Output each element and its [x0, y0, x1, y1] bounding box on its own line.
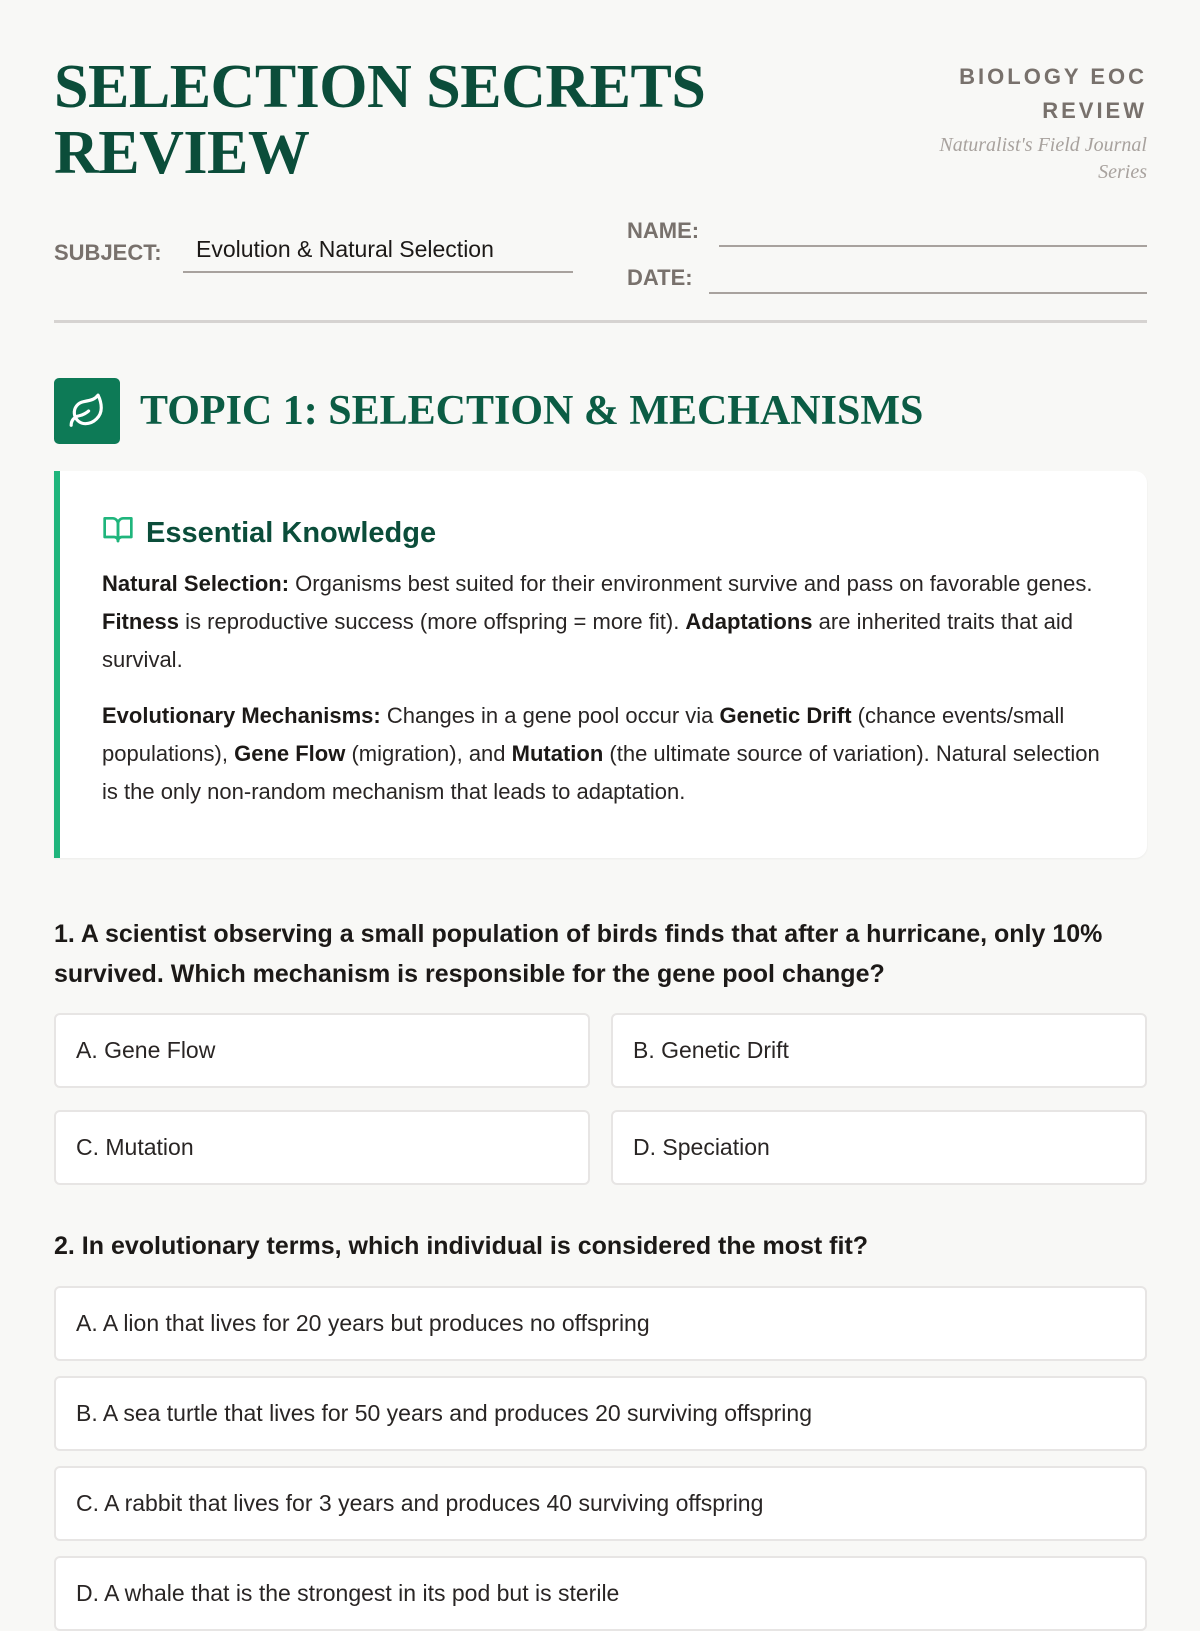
topic-heading: TOPIC 1: SELECTION & MECHANISMS	[140, 388, 924, 434]
key-term: Natural Selection:	[102, 571, 290, 596]
key-term: Adaptations	[685, 609, 813, 634]
page-title	[54, 54, 754, 186]
q1-option-a[interactable]: A. Gene Flow	[54, 1013, 590, 1088]
q2-option-d[interactable]: D. A whale that is the strongest in its pod but is sterile	[54, 1556, 1147, 1631]
paragraph-text: (chance events/small populations),	[102, 703, 1065, 766]
q2-option-a[interactable]: A. A lion that lives for 20 years but produces no offspring	[54, 1286, 1147, 1361]
knowledge-paragraph-natural-selection	[102, 565, 1103, 679]
series-label: REVIEW	[1042, 98, 1147, 123]
header-divider	[54, 320, 1147, 323]
date-underline	[709, 292, 1147, 294]
knowledge-paragraph-mechanisms	[102, 697, 1103, 811]
paragraph-text: Changes in a gene pool occur via	[380, 703, 720, 728]
q2-option-c[interactable]: C. A rabbit that lives for 3 years and produces 40 surviving offspring	[54, 1466, 1147, 1541]
title-line: SELECTION SECRETS	[54, 53, 706, 121]
date-field[interactable]	[709, 258, 1147, 292]
book-open-icon	[102, 513, 134, 553]
key-term: Gene Flow	[234, 741, 346, 766]
name-label: NAME:	[627, 218, 700, 243]
q1-option-d[interactable]: D. Speciation	[611, 1110, 1147, 1185]
q1-option-c[interactable]: C. Mutation	[54, 1110, 590, 1185]
subject-field[interactable]: Evolution & Natural Selection	[196, 236, 494, 262]
q2-option-b[interactable]: B. A sea turtle that lives for 50 years and produces 20 surviving offspring	[54, 1376, 1147, 1451]
q1-option-b[interactable]: B. Genetic Drift	[611, 1013, 1147, 1088]
question-2: 2. In evolutionary terms, which individual is considered the most fit?	[54, 1232, 869, 1260]
title-line: REVIEW	[54, 119, 310, 187]
paragraph-text: (the ultimate source of variation). Natural selection is the only non-random mechanism that leads to adaptation.	[102, 741, 1100, 804]
paragraph-text: are inherited traits that aid survival.	[102, 609, 1074, 672]
paragraph-text: Organisms best suited for their environment survive and pass on favorable genes.	[289, 571, 1093, 596]
heading-text: Essential Knowledge	[146, 516, 437, 549]
paragraph-text: is reproductive success (more offspring = more fit).	[179, 609, 686, 634]
name-underline	[719, 245, 1147, 247]
key-term: Fitness	[102, 609, 180, 634]
essential-knowledge-heading	[102, 513, 1103, 553]
journal-line: Naturalist's Field Journal	[939, 134, 1147, 156]
subject-label: SUBJECT:	[54, 240, 162, 265]
journal-subtitle	[847, 132, 1147, 186]
series-label: BIOLOGY EOC	[959, 64, 1147, 89]
subject-underline	[183, 271, 573, 273]
key-term: Genetic Drift	[719, 703, 852, 728]
journal-line: Series	[1098, 161, 1147, 183]
name-field[interactable]	[719, 212, 1147, 246]
question-1: 1. A scientist observing a small population of birds finds that after a hurricane, only 10% survived. Which mechanism is responsible for the gene pool change?	[54, 920, 1103, 988]
date-label: DATE:	[627, 265, 693, 290]
leaf-icon	[54, 378, 120, 444]
key-term: Mutation	[511, 741, 604, 766]
paragraph-text: (migration), and	[345, 741, 512, 766]
series-info	[847, 60, 1147, 186]
key-term: Evolutionary Mechanisms:	[102, 703, 381, 728]
essential-knowledge-card	[54, 471, 1147, 858]
